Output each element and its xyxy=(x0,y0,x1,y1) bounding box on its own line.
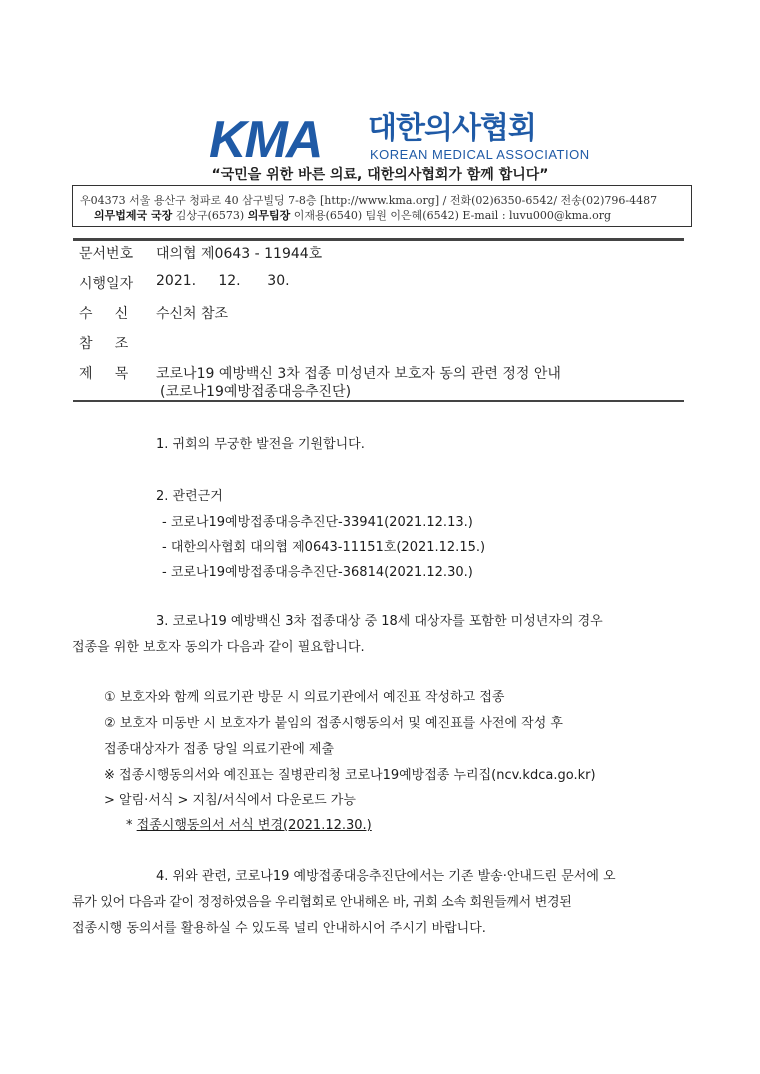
change-note xyxy=(126,814,372,833)
recipient-label: 수 신 xyxy=(79,306,129,322)
dept-label: 의무법제국 국장 xyxy=(94,209,173,222)
paragraph-2-title: 2. 관련근거 xyxy=(156,489,223,504)
dept-name: 김상구(6573) xyxy=(175,209,245,222)
address-line: 우04373 서울 용산구 청파로 40 삼구빌딩 7-8층 [http://www.kma.org] / 전화(02)6350-6542/ 전송(02)796-4487 xyxy=(80,194,658,207)
contact-line xyxy=(94,207,611,223)
team-contacts: 이재용(6540) 팀원 이은혜(6542) E-mail : luvu000@kma.org xyxy=(293,209,611,222)
consent-item-2-line-1: ② 보호자 미동반 시 보호자가 붙임의 접종시행동의서 및 예진표를 사전에 작성 후 xyxy=(104,716,563,731)
paragraph-4-line-3: 접종시행 동의서를 활용하실 수 있도록 널리 안내하시어 주시기 바랍니다. xyxy=(72,921,486,936)
reference-label: 참 조 xyxy=(79,336,129,352)
subject-line-1: 코로나19 예방백신 3차 접종 미성년자 보호자 동의 관련 정정 안내 xyxy=(156,366,561,382)
paragraph-3-line-1: 3. 코로나19 예방백신 3차 접종대상 중 18세 대상자를 포함한 미성년자의 경우 xyxy=(156,614,603,629)
reference-item: - 코로나19예방접종대응추진단-36814(2021.12.30.) xyxy=(162,565,473,580)
note-line-1: ※ 접종시행동의서와 예진표는 질병관리청 코로나19예방접종 누리집(ncv.kdca.go.kr) xyxy=(104,768,596,783)
header-bottom-rule xyxy=(73,400,684,402)
note-line-2: > 알림·서식 > 지침/서식에서 다운로드 가능 xyxy=(104,793,356,808)
issue-date: 2021. 12. 30. xyxy=(156,273,290,289)
paragraph-1: 1. 귀회의 무궁한 발전을 기원합니다. xyxy=(156,437,365,452)
logo-name-english: KOREAN MEDICAL ASSOCIATION xyxy=(370,147,590,162)
doc-number: 대의협 제0643 - 11944호 xyxy=(156,246,323,262)
paragraph-3-line-2: 접종을 위한 보호자 동의가 다음과 같이 필요합니다. xyxy=(72,640,365,655)
paragraph-4-line-2: 류가 있어 다음과 같이 정정하였음을 우리협회로 안내해온 바, 귀회 소속 회원들께서 변경된 xyxy=(72,895,572,910)
reference-item: - 대한의사협회 대의협 제0643-11151호(2021.12.15.) xyxy=(162,540,486,555)
asterisk-marker: * xyxy=(126,818,133,833)
recipient: 수신처 참조 xyxy=(156,306,229,322)
subject-label: 제 목 xyxy=(79,366,129,382)
consent-item-1: ① 보호자와 함께 의료기관 방문 시 의료기관에서 예진표 작성하고 접종 xyxy=(104,690,505,705)
kma-logo-mark: KMA xyxy=(209,111,322,169)
doc-number-label: 문서번호 xyxy=(79,246,134,262)
team-label: 의무팀장 xyxy=(247,209,291,222)
slogan: “국민을 위한 바른 의료, 대한의사협회가 함께 합니다” xyxy=(211,167,549,183)
reference-item: - 코로나19예방접종대응추진단-33941(2021.12.13.) xyxy=(162,515,473,530)
logo-name-korean: 대한의사협회 xyxy=(368,111,536,146)
paragraph-4-line-1: 4. 위와 관련, 코로나19 예방접종대응추진단에서는 기존 발송·안내드린 문서에 오 xyxy=(156,869,616,884)
header-top-rule xyxy=(73,238,684,241)
date-label: 시행일자 xyxy=(79,276,134,292)
form-change-notice: 접종시행동의서 서식 변경(2021.12.30.) xyxy=(136,818,372,833)
subject-line-2: (코로나19예방접종대응추진단) xyxy=(160,384,352,400)
consent-item-2-line-2: 접종대상자가 접종 당일 의료기관에 제출 xyxy=(104,742,335,757)
